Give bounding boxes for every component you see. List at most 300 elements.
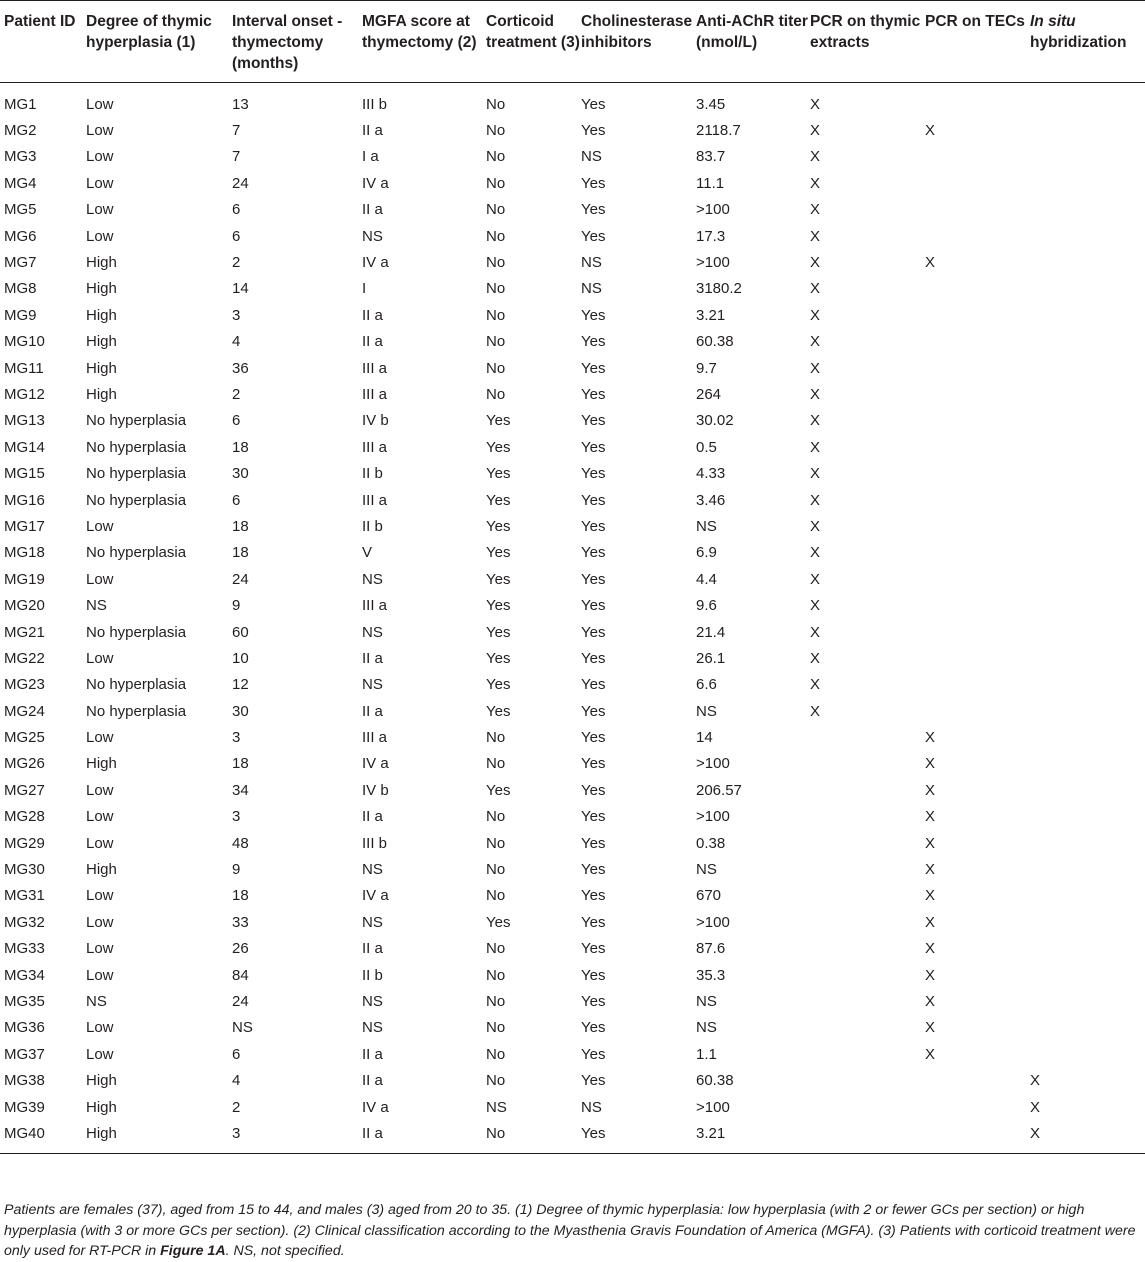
cell-antiachr: 3.21 bbox=[696, 306, 726, 324]
cell-hyperplasia: High bbox=[86, 1098, 117, 1116]
cell-pcr-tecs bbox=[925, 83, 1030, 118]
cell-pcr-tecs bbox=[925, 1094, 1030, 1120]
cell-corticoid: No bbox=[486, 755, 506, 773]
cell-cholinesterase: Yes bbox=[581, 359, 606, 377]
cell-pcr-tecs bbox=[925, 302, 1030, 328]
cell-mgfa: II a bbox=[362, 649, 383, 667]
cell-corticoid: Yes bbox=[486, 438, 511, 456]
cell-hyperplasia: Low bbox=[86, 781, 114, 799]
cell-hyperplasia: Low bbox=[86, 570, 114, 588]
cell-cholinesterase: Yes bbox=[581, 385, 606, 403]
cell-corticoid: No bbox=[486, 1124, 506, 1142]
table-row bbox=[0, 830, 1145, 856]
cell-in-situ bbox=[1030, 856, 1145, 882]
cell-antiachr: NS bbox=[696, 517, 717, 535]
cell-interval: 2 bbox=[232, 1098, 241, 1116]
cell-hyperplasia: Low bbox=[86, 808, 114, 826]
cell-mgfa: III a bbox=[362, 385, 388, 403]
cell-pcr-tecs: X bbox=[925, 729, 936, 747]
cell-hyperplasia: High bbox=[86, 861, 117, 879]
footnote-text: Patients are females (37), aged from 15 to 44, and males (3) aged from 20 to 35. (1) Degree of thymic hyperplasia: low hyperplasia (with 2 or fewer GCs per section) or high hyperplasia (with 3 or more GCs per section). (2) Clinical classification according to the Myasthenia Gravis Foundation of America (MGFA). (3) Patients with corticoid treatment were only used for RT-PCR in bbox=[4, 1202, 1136, 1260]
cell-interval: NS bbox=[232, 1019, 253, 1037]
cell-in-situ bbox=[1030, 936, 1145, 962]
cell-interval: 24 bbox=[232, 174, 249, 192]
cell-pcr-tecs bbox=[925, 434, 1030, 460]
table-row bbox=[0, 487, 1145, 513]
cell-mgfa: II b bbox=[362, 465, 383, 483]
cell-corticoid: Yes bbox=[486, 676, 511, 694]
cell-mgfa: NS bbox=[362, 227, 383, 245]
cell-pcr-thymic bbox=[810, 1094, 925, 1120]
cell-hyperplasia: No hyperplasia bbox=[86, 702, 187, 720]
cell-corticoid: No bbox=[486, 887, 506, 905]
cell-mgfa: V bbox=[362, 544, 373, 562]
cell-in-situ bbox=[1030, 645, 1145, 671]
cell-pcr-tecs bbox=[925, 144, 1030, 170]
cell-hyperplasia: Low bbox=[86, 148, 114, 166]
cell-antiachr: 4.33 bbox=[696, 465, 726, 483]
cell-pcr-thymic bbox=[810, 1067, 925, 1093]
cell-mgfa: III a bbox=[362, 438, 388, 456]
cell-mgfa: III a bbox=[362, 359, 388, 377]
cell-mgfa: II a bbox=[362, 1072, 383, 1090]
cell-corticoid: No bbox=[486, 1045, 506, 1063]
cell-interval: 13 bbox=[232, 95, 249, 113]
table-footnote bbox=[4, 1200, 1142, 1262]
header-interval: Interval onset - thymectomy (months) bbox=[232, 13, 343, 72]
cell-cholinesterase: Yes bbox=[581, 887, 606, 905]
table-row bbox=[0, 434, 1145, 460]
table-row bbox=[0, 83, 1145, 118]
cell-antiachr: >100 bbox=[696, 254, 730, 272]
cell-cholinesterase: Yes bbox=[581, 465, 606, 483]
cell-pcr-thymic: X bbox=[810, 254, 821, 272]
table-row bbox=[0, 566, 1145, 592]
cell-corticoid: Yes bbox=[486, 623, 511, 641]
cell-interval: 24 bbox=[232, 570, 249, 588]
cell-interval: 3 bbox=[232, 1124, 241, 1142]
cell-in-situ bbox=[1030, 408, 1145, 434]
table-row bbox=[0, 170, 1145, 196]
cell-pcr-tecs bbox=[925, 672, 1030, 698]
cell-corticoid: No bbox=[486, 966, 506, 984]
cell-in-situ bbox=[1030, 197, 1145, 223]
cell-pcr-thymic bbox=[810, 751, 925, 777]
cell-patient-id: MG22 bbox=[4, 649, 45, 667]
cell-patient-id: MG35 bbox=[4, 992, 45, 1010]
cell-pcr-thymic: X bbox=[810, 597, 821, 615]
cell-pcr-thymic bbox=[810, 830, 925, 856]
cell-hyperplasia: NS bbox=[86, 992, 107, 1010]
cell-in-situ bbox=[1030, 751, 1145, 777]
cell-hyperplasia: No hyperplasia bbox=[86, 438, 187, 456]
cell-pcr-thymic: X bbox=[810, 465, 821, 483]
cell-in-situ bbox=[1030, 830, 1145, 856]
cell-pcr-thymic: X bbox=[810, 517, 821, 535]
cell-hyperplasia: Low bbox=[86, 227, 114, 245]
cell-cholinesterase: Yes bbox=[581, 438, 606, 456]
cell-corticoid: No bbox=[486, 729, 506, 747]
cell-interval: 6 bbox=[232, 412, 241, 430]
cell-mgfa: NS bbox=[362, 992, 383, 1010]
cell-in-situ bbox=[1030, 117, 1145, 143]
cell-patient-id: MG9 bbox=[4, 306, 37, 324]
cell-corticoid: Yes bbox=[486, 781, 511, 799]
cell-interval: 9 bbox=[232, 861, 241, 879]
cell-interval: 36 bbox=[232, 359, 249, 377]
cell-in-situ bbox=[1030, 487, 1145, 513]
cell-cholinesterase: Yes bbox=[581, 517, 606, 535]
cell-antiachr: 83.7 bbox=[696, 148, 726, 166]
cell-pcr-tecs bbox=[925, 408, 1030, 434]
cell-pcr-thymic bbox=[810, 777, 925, 803]
cell-in-situ bbox=[1030, 83, 1145, 118]
cell-interval: 18 bbox=[232, 544, 249, 562]
cell-pcr-tecs bbox=[925, 487, 1030, 513]
cell-antiachr: >100 bbox=[696, 1098, 730, 1116]
cell-interval: 9 bbox=[232, 597, 241, 615]
cell-pcr-tecs bbox=[925, 355, 1030, 381]
cell-pcr-tecs: X bbox=[925, 122, 936, 140]
cell-antiachr: 4.4 bbox=[696, 570, 717, 588]
header-row bbox=[0, 1, 1145, 83]
table-row bbox=[0, 883, 1145, 909]
cell-antiachr: 206.57 bbox=[696, 781, 742, 799]
cell-antiachr: 9.7 bbox=[696, 359, 717, 377]
table-row bbox=[0, 724, 1145, 750]
footnote-text-end: . NS, not specified. bbox=[225, 1243, 345, 1260]
table-row bbox=[0, 513, 1145, 539]
header-in-situ-rest: hybridization bbox=[1030, 34, 1127, 51]
cell-antiachr: >100 bbox=[696, 808, 730, 826]
cell-patient-id: MG4 bbox=[4, 174, 37, 192]
cell-corticoid: Yes bbox=[486, 465, 511, 483]
cell-antiachr: 0.5 bbox=[696, 438, 717, 456]
cell-antiachr: 21.4 bbox=[696, 623, 726, 641]
cell-patient-id: MG28 bbox=[4, 808, 45, 826]
cell-antiachr: 3.45 bbox=[696, 95, 726, 113]
cell-antiachr: NS bbox=[696, 1019, 717, 1037]
cell-corticoid: Yes bbox=[486, 412, 511, 430]
cell-patient-id: MG26 bbox=[4, 755, 45, 773]
cell-cholinesterase: Yes bbox=[581, 1045, 606, 1063]
cell-hyperplasia: No hyperplasia bbox=[86, 412, 187, 430]
table-row bbox=[0, 355, 1145, 381]
cell-corticoid: No bbox=[486, 992, 506, 1010]
cell-in-situ bbox=[1030, 988, 1145, 1014]
cell-pcr-tecs bbox=[925, 619, 1030, 645]
cell-cholinesterase: Yes bbox=[581, 412, 606, 430]
cell-antiachr: 6.6 bbox=[696, 676, 717, 694]
cell-hyperplasia: Low bbox=[86, 887, 114, 905]
cell-interval: 14 bbox=[232, 280, 249, 298]
cell-cholinesterase: NS bbox=[581, 1098, 602, 1116]
cell-antiachr: 17.3 bbox=[696, 227, 726, 245]
cell-pcr-thymic: X bbox=[810, 122, 821, 140]
cell-interval: 6 bbox=[232, 227, 241, 245]
cell-mgfa: NS bbox=[362, 676, 383, 694]
cell-pcr-thymic: X bbox=[810, 174, 821, 192]
cell-pcr-tecs bbox=[925, 1067, 1030, 1093]
cell-interval: 3 bbox=[232, 306, 241, 324]
cell-corticoid: Yes bbox=[486, 597, 511, 615]
cell-mgfa: II a bbox=[362, 201, 383, 219]
cell-pcr-tecs: X bbox=[925, 808, 936, 826]
cell-pcr-tecs bbox=[925, 329, 1030, 355]
cell-corticoid: No bbox=[486, 122, 506, 140]
cell-patient-id: MG27 bbox=[4, 781, 45, 799]
cell-pcr-thymic: X bbox=[810, 676, 821, 694]
cell-pcr-tecs: X bbox=[925, 966, 936, 984]
table-row bbox=[0, 988, 1145, 1014]
cell-patient-id: MG12 bbox=[4, 385, 45, 403]
cell-pcr-thymic: X bbox=[810, 491, 821, 509]
cell-hyperplasia: High bbox=[86, 333, 117, 351]
header-corticoid: Corticoid treatment (3) bbox=[486, 13, 580, 51]
cell-hyperplasia: No hyperplasia bbox=[86, 465, 187, 483]
cell-interval: 34 bbox=[232, 781, 249, 799]
cell-patient-id: MG16 bbox=[4, 491, 45, 509]
cell-corticoid: No bbox=[486, 861, 506, 879]
cell-pcr-tecs bbox=[925, 645, 1030, 671]
cell-cholinesterase: Yes bbox=[581, 544, 606, 562]
cell-pcr-tecs bbox=[925, 381, 1030, 407]
cell-interval: 60 bbox=[232, 623, 249, 641]
table-row bbox=[0, 117, 1145, 143]
cell-pcr-thymic: X bbox=[810, 306, 821, 324]
cell-patient-id: MG1 bbox=[4, 95, 37, 113]
table-row bbox=[0, 276, 1145, 302]
header-antiachr: Anti-AChR titer (nmol/L) bbox=[696, 13, 808, 51]
cell-mgfa: IV a bbox=[362, 174, 389, 192]
cell-in-situ bbox=[1030, 540, 1145, 566]
cell-pcr-thymic: X bbox=[810, 201, 821, 219]
cell-interval: 18 bbox=[232, 438, 249, 456]
cell-pcr-thymic: X bbox=[810, 623, 821, 641]
cell-hyperplasia: Low bbox=[86, 517, 114, 535]
cell-pcr-thymic bbox=[810, 1041, 925, 1067]
cell-pcr-thymic: X bbox=[810, 649, 821, 667]
cell-pcr-thymic: X bbox=[810, 385, 821, 403]
cell-pcr-tecs bbox=[925, 460, 1030, 486]
cell-hyperplasia: High bbox=[86, 1072, 117, 1090]
cell-hyperplasia: Low bbox=[86, 174, 114, 192]
cell-in-situ bbox=[1030, 777, 1145, 803]
cell-patient-id: MG24 bbox=[4, 702, 45, 720]
cell-patient-id: MG36 bbox=[4, 1019, 45, 1037]
table-row bbox=[0, 460, 1145, 486]
table-row bbox=[0, 197, 1145, 223]
table-row bbox=[0, 408, 1145, 434]
cell-in-situ: X bbox=[1030, 1124, 1041, 1142]
cell-corticoid: No bbox=[486, 95, 506, 113]
cell-hyperplasia: High bbox=[86, 1124, 117, 1142]
cell-antiachr: 264 bbox=[696, 385, 722, 403]
cell-in-situ bbox=[1030, 329, 1145, 355]
cell-hyperplasia: No hyperplasia bbox=[86, 623, 187, 641]
cell-hyperplasia: Low bbox=[86, 966, 114, 984]
table-row bbox=[0, 909, 1145, 935]
cell-in-situ bbox=[1030, 592, 1145, 618]
cell-pcr-thymic bbox=[810, 962, 925, 988]
cell-mgfa: NS bbox=[362, 570, 383, 588]
cell-patient-id: MG17 bbox=[4, 517, 45, 535]
cell-pcr-thymic: X bbox=[810, 570, 821, 588]
table-row bbox=[0, 329, 1145, 355]
cell-in-situ bbox=[1030, 355, 1145, 381]
cell-cholinesterase: Yes bbox=[581, 227, 606, 245]
cell-antiachr: 14 bbox=[696, 729, 713, 747]
cell-hyperplasia: Low bbox=[86, 913, 114, 931]
cell-cholinesterase: Yes bbox=[581, 729, 606, 747]
cell-hyperplasia: High bbox=[86, 359, 117, 377]
cell-in-situ bbox=[1030, 381, 1145, 407]
cell-cholinesterase: Yes bbox=[581, 781, 606, 799]
cell-cholinesterase: Yes bbox=[581, 623, 606, 641]
cell-interval: 3 bbox=[232, 729, 241, 747]
cell-pcr-tecs: X bbox=[925, 834, 936, 852]
cell-hyperplasia: No hyperplasia bbox=[86, 491, 187, 509]
table-row bbox=[0, 672, 1145, 698]
cell-in-situ: X bbox=[1030, 1072, 1041, 1090]
cell-cholinesterase: Yes bbox=[581, 122, 606, 140]
cell-cholinesterase: Yes bbox=[581, 306, 606, 324]
cell-in-situ bbox=[1030, 909, 1145, 935]
header-in-situ-italic: In situ bbox=[1030, 13, 1076, 30]
table-row bbox=[0, 962, 1145, 988]
cell-mgfa: III a bbox=[362, 729, 388, 747]
cell-in-situ: X bbox=[1030, 1098, 1041, 1116]
header-patient-id: Patient ID bbox=[4, 13, 76, 30]
cell-pcr-thymic bbox=[810, 1015, 925, 1041]
cell-pcr-thymic: X bbox=[810, 702, 821, 720]
cell-mgfa: IV a bbox=[362, 755, 389, 773]
cell-pcr-tecs: X bbox=[925, 1045, 936, 1063]
cell-cholinesterase: Yes bbox=[581, 808, 606, 826]
cell-interval: 6 bbox=[232, 201, 241, 219]
cell-pcr-thymic: X bbox=[810, 359, 821, 377]
cell-pcr-thymic: X bbox=[810, 544, 821, 562]
cell-in-situ bbox=[1030, 804, 1145, 830]
cell-interval: 4 bbox=[232, 333, 241, 351]
cell-in-situ bbox=[1030, 724, 1145, 750]
cell-antiachr: >100 bbox=[696, 913, 730, 931]
header-pcr-tecs: PCR on TECs bbox=[925, 13, 1025, 30]
cell-in-situ bbox=[1030, 302, 1145, 328]
cell-patient-id: MG19 bbox=[4, 570, 45, 588]
cell-hyperplasia: Low bbox=[86, 729, 114, 747]
cell-cholinesterase: Yes bbox=[581, 940, 606, 958]
cell-in-situ bbox=[1030, 962, 1145, 988]
cell-pcr-thymic bbox=[810, 804, 925, 830]
cell-patient-id: MG18 bbox=[4, 544, 45, 562]
cell-cholinesterase: NS bbox=[581, 280, 602, 298]
cell-mgfa: I bbox=[362, 280, 367, 298]
cell-interval: 26 bbox=[232, 940, 249, 958]
cell-cholinesterase: Yes bbox=[581, 861, 606, 879]
cell-pcr-tecs bbox=[925, 566, 1030, 592]
cell-mgfa: NS bbox=[362, 1019, 383, 1037]
header-in-situ bbox=[1030, 1, 1145, 83]
cell-patient-id: MG31 bbox=[4, 887, 45, 905]
cell-pcr-thymic: X bbox=[810, 438, 821, 456]
table-header bbox=[0, 1, 1145, 83]
cell-patient-id: MG30 bbox=[4, 861, 45, 879]
cell-interval: 6 bbox=[232, 491, 241, 509]
cell-pcr-tecs: X bbox=[925, 1019, 936, 1037]
cell-antiachr: >100 bbox=[696, 755, 730, 773]
cell-cholinesterase: Yes bbox=[581, 597, 606, 615]
cell-in-situ bbox=[1030, 1015, 1145, 1041]
cell-hyperplasia: No hyperplasia bbox=[86, 676, 187, 694]
cell-patient-id: MG20 bbox=[4, 597, 45, 615]
cell-corticoid: NS bbox=[486, 1098, 507, 1116]
table-row bbox=[0, 540, 1145, 566]
cell-pcr-thymic: X bbox=[810, 95, 821, 113]
cell-cholinesterase: Yes bbox=[581, 174, 606, 192]
cell-cholinesterase: Yes bbox=[581, 676, 606, 694]
cell-corticoid: Yes bbox=[486, 570, 511, 588]
cell-pcr-tecs bbox=[925, 540, 1030, 566]
cell-patient-id: MG38 bbox=[4, 1072, 45, 1090]
cell-pcr-tecs: X bbox=[925, 861, 936, 879]
cell-corticoid: No bbox=[486, 333, 506, 351]
cell-pcr-tecs: X bbox=[925, 913, 936, 931]
cell-antiachr: 30.02 bbox=[696, 412, 734, 430]
cell-hyperplasia: NS bbox=[86, 597, 107, 615]
cell-hyperplasia: High bbox=[86, 385, 117, 403]
cell-patient-id: MG5 bbox=[4, 201, 37, 219]
cell-mgfa: III a bbox=[362, 597, 388, 615]
cell-cholinesterase: Yes bbox=[581, 333, 606, 351]
cell-patient-id: MG25 bbox=[4, 729, 45, 747]
cell-patient-id: MG40 bbox=[4, 1124, 45, 1142]
table-row bbox=[0, 856, 1145, 882]
cell-pcr-thymic bbox=[810, 909, 925, 935]
cell-in-situ bbox=[1030, 513, 1145, 539]
table-row bbox=[0, 1067, 1145, 1093]
cell-corticoid: Yes bbox=[486, 913, 511, 931]
table-row bbox=[0, 1015, 1145, 1041]
table-body bbox=[0, 83, 1145, 1154]
header-mgfa: MGFA score at thymectomy (2) bbox=[362, 13, 477, 51]
cell-in-situ bbox=[1030, 434, 1145, 460]
cell-pcr-tecs bbox=[925, 223, 1030, 249]
cell-pcr-thymic: X bbox=[810, 412, 821, 430]
cell-pcr-tecs: X bbox=[925, 992, 936, 1010]
cell-mgfa: I a bbox=[362, 148, 379, 166]
cell-hyperplasia: High bbox=[86, 254, 117, 272]
cell-mgfa: IV b bbox=[362, 781, 389, 799]
cell-cholinesterase: Yes bbox=[581, 913, 606, 931]
cell-mgfa: II a bbox=[362, 702, 383, 720]
cell-antiachr: 26.1 bbox=[696, 649, 726, 667]
cell-in-situ bbox=[1030, 698, 1145, 724]
cell-interval: 84 bbox=[232, 966, 249, 984]
table-row bbox=[0, 302, 1145, 328]
cell-mgfa: IV b bbox=[362, 412, 389, 430]
cell-pcr-tecs bbox=[925, 592, 1030, 618]
table-row bbox=[0, 1041, 1145, 1067]
cell-mgfa: II b bbox=[362, 966, 383, 984]
cell-pcr-thymic bbox=[810, 936, 925, 962]
cell-corticoid: Yes bbox=[486, 544, 511, 562]
cell-corticoid: No bbox=[486, 1072, 506, 1090]
cell-hyperplasia: High bbox=[86, 306, 117, 324]
cell-interval: 7 bbox=[232, 122, 241, 140]
cell-hyperplasia: Low bbox=[86, 1019, 114, 1037]
cell-cholinesterase: Yes bbox=[581, 702, 606, 720]
